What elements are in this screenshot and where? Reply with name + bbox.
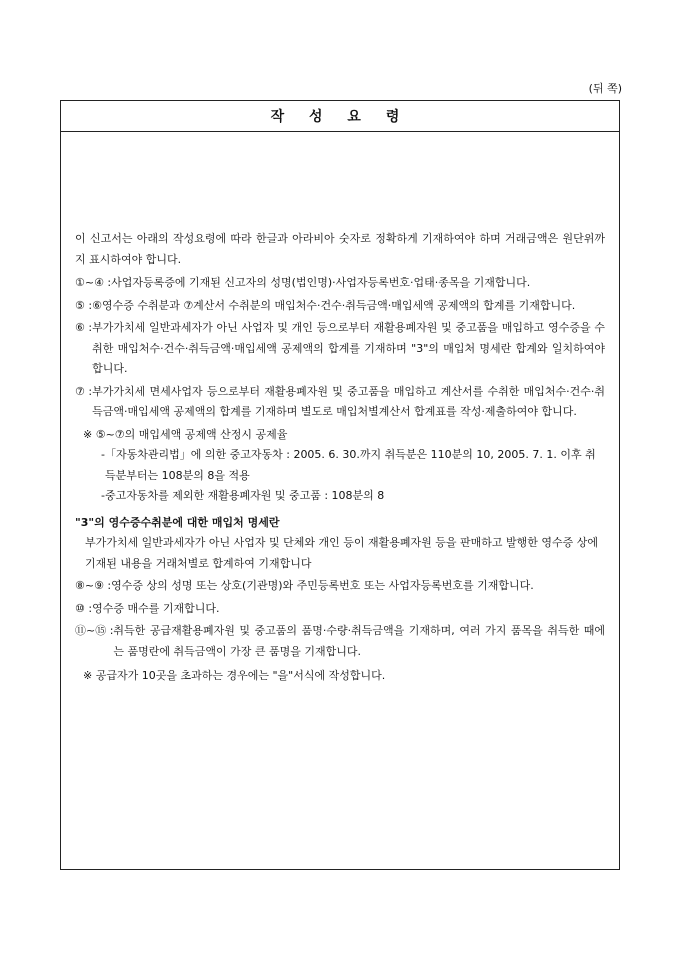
section-3-item-10: ⑩ : 영수증 매수를 기재합니다. (75, 601, 220, 615)
instructions-frame (60, 100, 620, 870)
instruction-item-1-4: ①~④ : 사업자등록증에 기재된 신고자의 성명(법인명)·사업자등록번호·업태·종목을 기재합니다. (75, 276, 531, 289)
deduction-rate-sub-2: - 중고자동차를 제외한 재활용폐자원 및 중고품 : 108분의 8 (101, 489, 385, 502)
section-3-heading: "3"의 영수증수취분에 대한 매입처 명세란 (75, 515, 280, 529)
intro-paragraph: 이 신고서는 아래의 작성요령에 따라 한글과 아라비아 숫자로 정확하게 기재하여야 하며 거래금액은 원단위까지 표시하여야 합니다. (75, 232, 605, 266)
page-side-label: (뒤 쪽) (588, 82, 622, 95)
section-3-note: ※ 공급자가 10곳을 초과하는 경우에는 "을"서식에 작성합니다. (83, 669, 386, 682)
instruction-item-7: ⑦ : 부가가치세 면세사업자 등으로부터 재활용폐자원 및 중고품을 매입하고 계산서를 수취한 매입처수·건수·취득금액·매입세액 공제액의 합계를 기재하며 별도로 매입처별계산서 합계표를 작성·제출하여야 합니다. (75, 384, 605, 418)
instructions-content (75, 229, 605, 687)
deduction-rate-sub-1: - 「자동차관리법」에 의한 중고자동차 : 2005. 6. 30.까지 취득분은 110분의 10, 2005. 7. 1. 이후 취득분부터는 108분의 8을 적용 (101, 448, 596, 482)
section-3-item-8-9: ⑧~⑨ : 영수증 상의 성명 또는 상호(기관명)와 주민등록번호 또는 사업자등록번호를 기재합니다. (75, 579, 534, 592)
instruction-item-5: ⑤ : ⑥영수증 수취분과 ⑦계산서 수취분의 매입처수·건수·취득금액·매입세액 공제액의 합계를 기재합니다. (75, 298, 576, 312)
document-title: 작 성 요 령 (61, 101, 619, 132)
section-3-body: 부가가치세 일반과세자가 아닌 사업자 및 단체와 개인 등이 재활용폐자원 등을 판매하고 발행한 영수증 상에 기재된 내용을 거래처별로 합계하여 기재합니다 (85, 536, 598, 570)
instruction-item-6: ⑥ : 부가가치세 일반과세자가 아닌 사업자 및 개인 등으로부터 재활용폐자원 및 중고품을 매입하고 영수증을 수취한 매입처수·건수·취득금액·매입세액 공제액의 합계를 기재하며 "3"의 매입처 명세란 합계와 일치하여야 합니다. (75, 321, 605, 375)
deduction-rate-note: ※ ⑤~⑦의 매입세액 공제액 산정시 공제율 (83, 427, 288, 441)
section-3-item-11-15: ⑪~⑮ : 취득한 공급재활용폐자원 및 중고품의 품명·수량·취득금액을 기재하며, 여러 가지 품목을 취득한 때에는 품명란에 취득금액이 가장 큰 품명을 기재합니다. (75, 624, 605, 658)
